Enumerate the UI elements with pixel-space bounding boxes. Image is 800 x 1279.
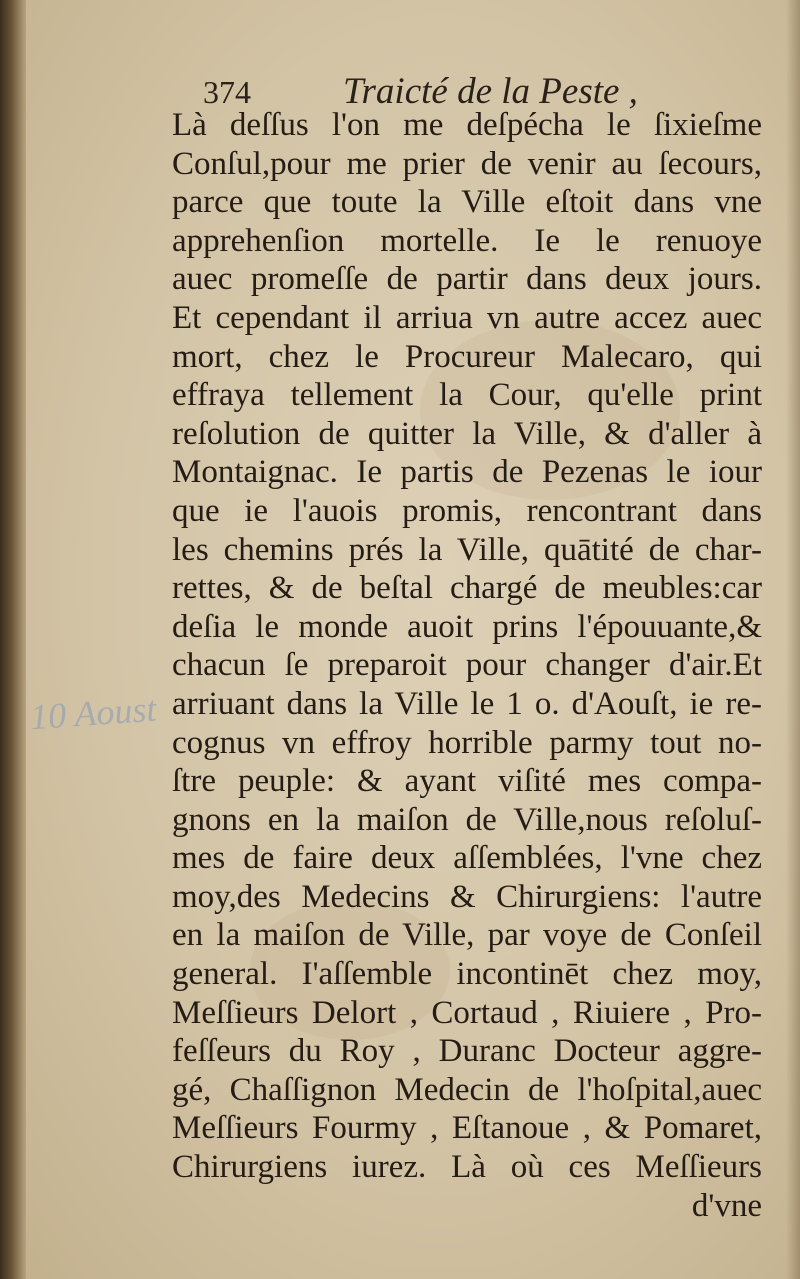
page-edge-shadow	[786, 0, 800, 1279]
margin-annotation: 10 Aoust	[28, 688, 158, 738]
text-line: deſia le monde auoit prins l'épouuante,&	[172, 608, 762, 645]
text-line: gé, Chaſſignon Medecin de l'hoſpital,auec	[172, 1071, 762, 1108]
text-line: chacun ſe preparoit pour changer d'air.Et	[172, 647, 762, 684]
text-line: en la maiſon de Ville, par voye de Conſeil	[172, 917, 762, 954]
text-line: feſſeurs du Roy , Duranc Docteur aggre-	[172, 1033, 762, 1070]
text-line: cognus vn effroy horrible parmy tout no-	[172, 724, 762, 761]
text-line: Montaignac. Ie partis de Pezenas le iour	[172, 454, 762, 491]
text-line: que ie l'auois promis, rencontrant dans	[172, 492, 762, 529]
book-gutter	[0, 0, 26, 1279]
text-line: Meſſieurs Delort , Cortaud , Riuiere , Pro-	[172, 994, 762, 1031]
text-line: ſtre peuple: & ayant viſité mes compa-	[172, 763, 762, 800]
text-line: parce que toute la Ville eſtoit dans vne	[172, 184, 762, 221]
text-line: Meſſieurs Fourmy , Eſtanoue , & Pomaret,	[172, 1110, 762, 1147]
text-line: Et cependant il arriua vn autre accez auec	[172, 299, 762, 336]
text-line: rettes, & de beſtal chargé de meubles:car	[172, 570, 762, 607]
text-line: gnons en la maiſon de Ville,nous reſoluſ-	[172, 801, 762, 838]
text-line: auec promeſſe de partir dans deux jours.	[172, 261, 762, 298]
running-title: Traicté de la Peste ,	[343, 71, 638, 112]
text-line: moy,des Medecins & Chirurgiens: l'autre	[172, 878, 762, 915]
text-line: general. I'aſſemble incontinēt chez moy,	[172, 956, 762, 993]
text-line: les chemins prés la Ville, quātité de char-	[172, 531, 762, 568]
catchword: d'vne	[691, 1187, 762, 1224]
text-line: apprehenſion mortelle. Ie le renuoye	[172, 222, 762, 259]
text-line: effraya tellement la Cour, qu'elle print	[172, 377, 762, 414]
text-line: Chirurgiens iurez. Là où ces Meſſieurs	[172, 1149, 762, 1186]
text-line: mort, chez le Procureur Malecaro, qui	[172, 338, 762, 375]
text-line: mes de faire deux aſſemblées, l'vne chez	[172, 840, 762, 877]
text-line: Conſul,pour me prier de venir au ſecours,	[172, 145, 762, 182]
page-number: 374	[203, 74, 251, 110]
text-line: arriuant dans la Ville le 1 o. d'Aouſt, ie re-	[172, 685, 762, 722]
text-line: reſolution de quitter la Ville, & d'aller à	[172, 415, 762, 452]
text-line: Là deſſus l'on me deſpécha le ſixieſme	[172, 107, 762, 143]
body-text	[172, 106, 762, 1225]
